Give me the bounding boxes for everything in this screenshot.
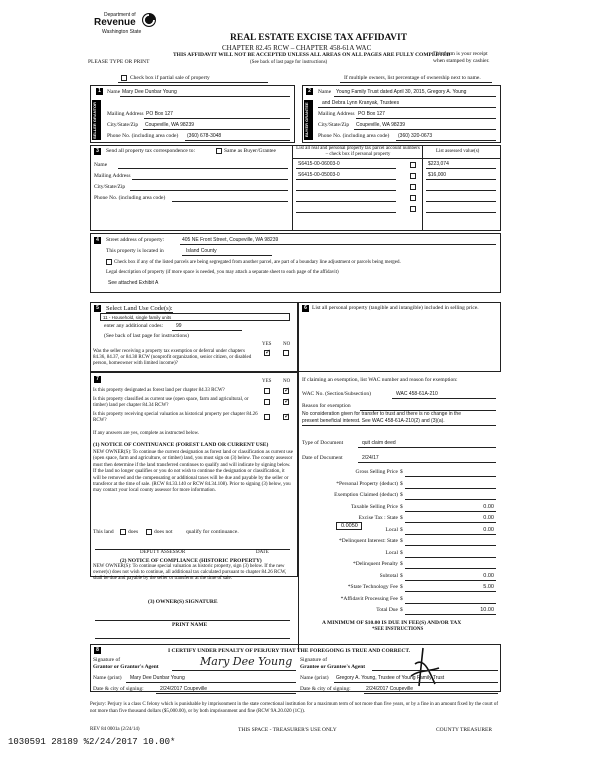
- land-use-label: Select Land Use Code(s):: [106, 305, 173, 312]
- wac-number[interactable]: WAC 458-61A-210: [396, 391, 438, 397]
- calc-value[interactable]: 5.00: [483, 584, 494, 590]
- section-number: 4: [94, 237, 101, 244]
- section-number: 7: [94, 376, 101, 383]
- buyer-name-1[interactable]: Young Family Trust dated April 30, 2015, Gregory A. Young: [336, 89, 467, 95]
- dept-line2: Revenue: [94, 17, 136, 28]
- section-number: 1: [96, 88, 103, 95]
- calc-label: *Affidavit Processing Fee: [340, 595, 398, 602]
- form-title: REAL ESTATE EXCISE TAX AFFIDAVIT: [230, 33, 408, 43]
- additional-codes[interactable]: 99: [176, 323, 182, 329]
- calc-label: Subtotal: [379, 572, 398, 579]
- seller-mailing[interactable]: PO Box 127: [146, 111, 173, 117]
- exemption-reason-2[interactable]: present beneficial interest. See WAC 458-61A-210(2) and (3)(a).: [302, 418, 445, 424]
- personal-property-checkbox[interactable]: [410, 184, 416, 190]
- grantor-date[interactable]: 2/24/2017 Coupeville: [160, 686, 207, 692]
- dollar-sign: $: [400, 515, 403, 521]
- grantee-signature[interactable]: [405, 646, 441, 690]
- form-chapter: CHAPTER 82.45 RCW – CHAPTER 458-61A WAC: [222, 44, 372, 52]
- document-type[interactable]: quit claim deed: [362, 440, 396, 446]
- dor-swirl-icon: [141, 12, 157, 28]
- dollar-sign: $: [400, 549, 403, 556]
- calc-label: *Delinquent Penalty: [352, 561, 398, 567]
- print-name-label: PRINT NAME: [172, 622, 208, 628]
- form-warning: THIS AFFIDAVIT WILL NOT BE ACCEPTED UNLESS ALL AREAS ON ALL PAGES ARE FULLY COMPLETED: [173, 52, 451, 58]
- seller-phone[interactable]: (360) 678-3048: [187, 133, 222, 139]
- segregated-label: Check box if any of the listed parcels are being segregated from another parcel, are part of a boundary line adjustment or parcels being merged.: [114, 260, 401, 265]
- personal-property-section: [298, 302, 501, 372]
- buyer-mailing[interactable]: PO Box 127: [358, 111, 385, 117]
- forest-q2: Is this property classified as current use (open space, farm and agricultural, or timber) land per chapter 84.34 RCW?: [93, 397, 249, 408]
- assessed-value[interactable]: $16,000: [428, 172, 447, 178]
- buyer-city[interactable]: Coupeville, WA 98239: [356, 122, 406, 128]
- buyer-name-2[interactable]: and Debra Lynn Kranyak, Trustees: [322, 100, 400, 106]
- dollar-sign: $: [400, 492, 403, 498]
- forest-q1-no[interactable]: [283, 388, 289, 394]
- calc-label: Local: [385, 526, 398, 533]
- document-date[interactable]: 2/24/17: [362, 455, 379, 461]
- dollar-sign: $: [400, 503, 403, 510]
- dollar-sign: $: [400, 480, 403, 487]
- dept-line1: Department of: [104, 12, 136, 18]
- parcel-header: List all real and personal property tax parcel account numbers – check box if personal property: [296, 146, 420, 157]
- assessed-header: List assessed value(s): [436, 149, 480, 154]
- forest-q2-no[interactable]: [283, 399, 289, 405]
- personal-property-checkbox[interactable]: [410, 173, 416, 179]
- dollar-sign: $: [400, 561, 403, 567]
- forest-q1: Is this property designated as forest land per chapter 84.33 RCW?: [93, 388, 225, 393]
- cashier-stamp: 1030591 28189 %2/24/2017 10.00*: [8, 737, 176, 747]
- dollar-sign: $: [400, 595, 403, 602]
- multiple-owners-note: If multiple owners, list percentage of ownership next to name.: [344, 75, 481, 81]
- seller-name[interactable]: Mary Dee Dunbar Young: [122, 89, 177, 95]
- perjury-notice: Perjury: Perjury is a class C felony which is punishable by imprisonment in the state correctional institution for a maximum term of not more than five years, or by a fine in an amount fixed by the court of not more than five thousand dollars ($5,000.00), or by both imprisonment and fine (RCW 9A.20.020 (1C)).: [90, 702, 499, 714]
- same-as-buyer-label: Same as Buyer/Grantee: [224, 148, 276, 154]
- dept-line3: Washington State: [102, 29, 142, 35]
- does-qualify-checkbox[interactable]: [120, 529, 126, 535]
- dollar-sign: $: [400, 584, 403, 590]
- assessed-value[interactable]: $223,074: [428, 161, 449, 167]
- receipt-note-1: This form is your receipt: [433, 51, 488, 57]
- see-instructions: *SEE INSTRUCTIONS: [372, 627, 424, 632]
- section-number: 3: [94, 148, 101, 155]
- tax-corr-label: Send all property tax correspondence to:: [106, 148, 196, 154]
- calc-value[interactable]: 0.00: [483, 572, 494, 579]
- personal-property-checkbox[interactable]: [410, 195, 416, 201]
- local-rate-field[interactable]: 0.0050: [336, 522, 362, 530]
- calc-label: Taxable Selling Price: [351, 503, 398, 510]
- forest-q1-yes[interactable]: [264, 388, 270, 394]
- county[interactable]: Island County: [186, 248, 217, 254]
- parcel-number[interactable]: S6415-00-06003-0: [298, 161, 340, 167]
- exempt-no-checkbox[interactable]: [283, 350, 289, 356]
- buyer-grantee-label: BUYER GRANTEE: [304, 100, 313, 140]
- receipt-note-2: when stamped by cashier.: [433, 58, 490, 64]
- dollar-sign: $: [400, 572, 403, 579]
- calc-label: Gross Selling Price: [355, 469, 398, 475]
- grantee-name[interactable]: Gregory A. Young, Trustee of Young Family Trust: [336, 675, 445, 681]
- partial-sale-checkbox[interactable]: [121, 75, 127, 81]
- exempt-yes-checkbox[interactable]: [264, 350, 270, 356]
- exhibit-note[interactable]: See attached Exhibit A: [108, 280, 159, 286]
- revision: REV 84 0001a (2/24/14): [90, 727, 140, 732]
- grantor-name[interactable]: Mary Dee Dunbar Young: [130, 675, 185, 681]
- forest-q2-yes[interactable]: [264, 399, 270, 405]
- calc-label: *State Technology Fee: [347, 584, 398, 590]
- section-number: 2: [306, 88, 313, 95]
- owner-signature-label: (3) OWNER(S) SIGNATURE: [148, 599, 218, 605]
- street-address[interactable]: 405 NE Front Street, Coupeville, WA 98239: [182, 237, 279, 243]
- calc-label: Local: [385, 549, 398, 556]
- personal-property-checkbox[interactable]: [410, 162, 416, 168]
- does-not-qualify-checkbox[interactable]: [146, 529, 152, 535]
- calc-label: Exemption Claimed (deduct): [334, 492, 398, 498]
- calc-value[interactable]: 0.00: [483, 503, 494, 510]
- dollar-sign: $: [400, 526, 403, 533]
- dollar-sign: $: [400, 469, 403, 475]
- personal-property-checkbox[interactable]: [410, 206, 416, 212]
- seller-city[interactable]: Coupeville, WA 98239: [145, 122, 195, 128]
- calc-label: *Delinquent Interest: State: [339, 538, 398, 544]
- calc-label: *Personal Property (deduct): [336, 480, 398, 487]
- treasurer-space: THIS SPACE - TREASURER'S USE ONLY: [238, 727, 337, 733]
- grantee-date[interactable]: 2/24/2017 Coupeville: [366, 686, 413, 692]
- form-see-back: (See back of last page for instructions): [250, 60, 328, 65]
- notice2-text: NEW OWNER(S): To continue special valuation as historic property, sign (3) below. If the new owner(s) does not wish to continue, all additional tax calculated pursuant to chapter 84.26 RCW, shall be due and payable by the seller or transferor at the time of sale.: [93, 564, 287, 582]
- calc-value[interactable]: 10.00: [480, 607, 494, 613]
- calc-label: Total Due: [376, 607, 398, 613]
- section-number: 8: [94, 647, 101, 654]
- notice2-title: (2) NOTICE OF COMPLIANCE (HISTORIC PROPERTY): [120, 558, 262, 564]
- dollar-sign: $: [400, 607, 403, 613]
- calc-value[interactable]: 0.00: [483, 526, 494, 533]
- same-as-buyer-checkbox[interactable]: [216, 148, 222, 154]
- buyer-phone[interactable]: (360) 320-0673: [398, 133, 433, 139]
- certify-statement: I CERTIFY UNDER PENALTY OF PERJURY THAT THE FOREGOING IS TRUE AND CORRECT.: [168, 648, 411, 654]
- dor-logo: [92, 12, 158, 48]
- section-number: 6: [302, 305, 309, 312]
- forest-q3-yes[interactable]: [264, 414, 270, 420]
- section-number: 5: [94, 305, 101, 312]
- parcel-number[interactable]: S6415-00-05003-0: [298, 172, 340, 178]
- seller-grantor-label: SELLER GRANTOR: [92, 100, 101, 140]
- forest-q3-no[interactable]: [283, 414, 289, 420]
- county-treasurer: COUNTY TREASURER: [436, 727, 493, 733]
- dollar-sign: $: [400, 538, 403, 544]
- notice1-title: (1) NOTICE OF CONTINUANCE (FOREST LAND OR CURRENT USE): [93, 442, 269, 448]
- forest-q3: Is this property receiving special valuation as historical property per chapter 84.26 RCW?: [93, 412, 258, 423]
- segregated-checkbox[interactable]: [106, 259, 112, 265]
- exempt-question: Was the seller receiving a property tax exemption or deferral under chapters 84.36, 84.37, or 84.38 RCW (nonprofit organization, senior citizen, or disabled person, homeowner with limited income)?: [93, 349, 252, 366]
- personal-property-label: List all personal property (tangible and intangible) included in selling price.: [312, 305, 479, 311]
- partial-sale-label: Check box if partial sale of property: [130, 75, 210, 81]
- exemption-label: If claiming an exemption, list WAC number and reason for exemption:: [302, 377, 458, 383]
- calc-label: Excise Tax : State: [358, 515, 398, 521]
- calc-value[interactable]: 0.00: [483, 515, 494, 521]
- type-or-print: PLEASE TYPE OR PRINT: [88, 59, 150, 65]
- grantor-signature[interactable]: Mary Dee Young: [200, 655, 293, 668]
- minimum-due: A MINIMUM OF $10.00 IS DUE IN FEE(S) AND/OR TAX: [322, 620, 462, 626]
- legal-description-label: Legal description of property (if more space is needed, you may attach a separate sheet to each page of the affidavit): [106, 270, 339, 275]
- exemption-reason-1[interactable]: No consideration given for transfer to trust and there is no change in the: [302, 411, 461, 417]
- notice1-text: NEW OWNER(S): To continue the current designation as forest land or classification as current use (open space, farm and agriculture, or timber) land, you must sign on (3) below. The county assessor must then determine if the land transferred continues to qualify and will indicate by signing below. If the land no longer qualifies or you do not wish to continue the designation or classification, it will be removed and the compensating or additional taxes will be due and payable by the seller or transferor at the time of sale. (RCW 84.33.140 or RCW 84.34.108). Prior to signing (3) below, you may contact your local county assessor for more information.: [93, 450, 293, 494]
- land-use-code-select[interactable]: 11 - Household, single family units: [100, 313, 290, 321]
